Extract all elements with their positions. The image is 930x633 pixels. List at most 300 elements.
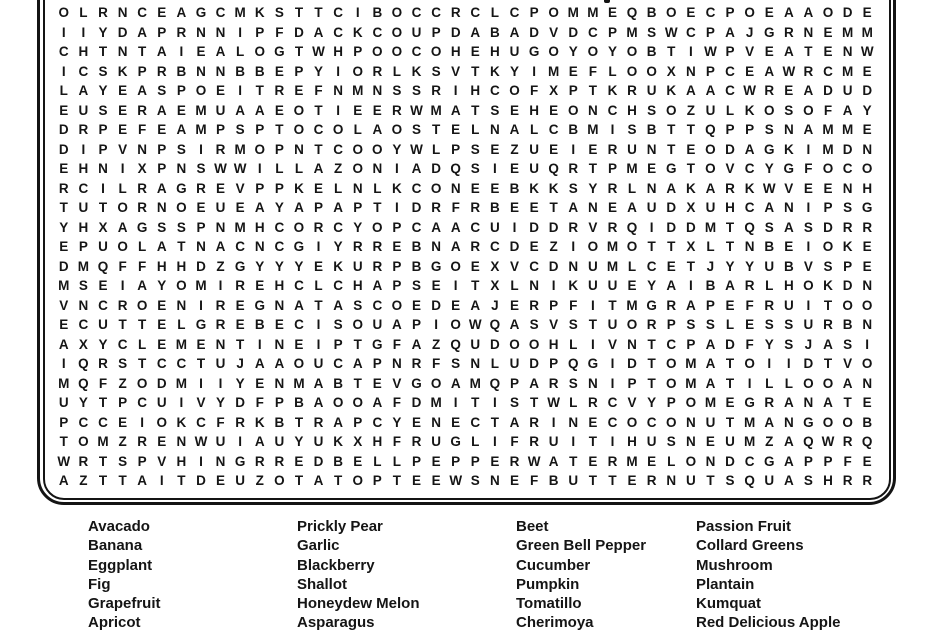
grid-letter: Q bbox=[489, 317, 501, 333]
grid-letter: P bbox=[157, 24, 167, 40]
grid-letter: R bbox=[744, 278, 755, 294]
grid-letter: L bbox=[138, 336, 147, 352]
grid-letter: U bbox=[78, 200, 89, 216]
grid-letter: S bbox=[470, 161, 480, 177]
grid-letter: F bbox=[275, 24, 284, 40]
grid-letter: M bbox=[469, 375, 481, 391]
grid-letter: A bbox=[352, 356, 363, 372]
grid-letter: B bbox=[783, 258, 794, 274]
grid-letter: V bbox=[157, 453, 167, 469]
grid-letter: K bbox=[607, 83, 618, 99]
grid-letter: E bbox=[411, 473, 421, 489]
grid-letter: R bbox=[78, 122, 89, 138]
grid-letter: A bbox=[627, 200, 637, 216]
grid-letter: G bbox=[372, 336, 383, 352]
grid-letter: T bbox=[647, 356, 656, 372]
grid-letter: Q bbox=[626, 5, 638, 20]
grid-letter: H bbox=[78, 219, 89, 235]
grid-letter: A bbox=[313, 395, 324, 411]
grid-letter: T bbox=[373, 200, 382, 216]
grid-letter: U bbox=[842, 83, 853, 99]
grid-letter: A bbox=[156, 180, 167, 196]
grid-letter: M bbox=[58, 375, 70, 391]
grid-letter: K bbox=[333, 434, 343, 450]
grid-letter: D bbox=[823, 83, 833, 99]
grid-letter: V bbox=[392, 375, 402, 391]
grid-letter: C bbox=[705, 5, 716, 20]
grid-letter: O bbox=[391, 5, 403, 20]
grid-letter: Y bbox=[78, 395, 88, 411]
grid-letter: Y bbox=[392, 141, 402, 157]
grid-letter: P bbox=[705, 24, 715, 40]
grid-letter: P bbox=[451, 453, 461, 469]
grid-letter: R bbox=[666, 297, 677, 313]
grid-letter: O bbox=[587, 44, 599, 60]
grid-letter: R bbox=[842, 219, 853, 235]
grid-letter: U bbox=[411, 24, 422, 40]
grid-letter: T bbox=[588, 83, 597, 99]
grid-letter: I bbox=[101, 180, 105, 196]
grid-letter: R bbox=[764, 395, 775, 411]
grid-letter: I bbox=[218, 278, 223, 294]
grid-letter: T bbox=[725, 375, 735, 391]
grid-letter: M bbox=[841, 63, 854, 79]
grid-letter: E bbox=[59, 161, 69, 177]
grid-letter: V bbox=[607, 336, 617, 352]
grid-letter: O bbox=[861, 356, 873, 372]
grid-letter: L bbox=[725, 102, 735, 118]
grid-letter: E bbox=[862, 122, 872, 138]
grid-letter: F bbox=[392, 336, 402, 352]
grid-letter: T bbox=[823, 356, 833, 372]
grid-letter: T bbox=[255, 83, 264, 99]
grid-letter: N bbox=[254, 239, 265, 255]
grid-letter: O bbox=[391, 122, 403, 138]
grid-letter: Z bbox=[118, 434, 127, 450]
grid-letter: V bbox=[451, 63, 461, 79]
grid-letter: N bbox=[117, 44, 128, 60]
grid-letter: T bbox=[608, 297, 617, 313]
grid-letter: X bbox=[686, 200, 696, 216]
grid-letter: A bbox=[313, 161, 324, 177]
grid-letter: E bbox=[196, 44, 206, 60]
grid-letter: Y bbox=[392, 414, 402, 430]
grid-letter: C bbox=[156, 356, 167, 372]
grid-letter: S bbox=[784, 102, 794, 118]
grid-letter: R bbox=[411, 356, 422, 372]
grid-letter: S bbox=[490, 102, 500, 118]
grid-letter: T bbox=[138, 317, 147, 333]
grid-letter: A bbox=[548, 453, 559, 469]
grid-letter: A bbox=[333, 200, 343, 216]
grid-letter: B bbox=[254, 63, 265, 79]
word-item: Green Bell Pepper bbox=[516, 537, 647, 555]
grid-letter: I bbox=[257, 336, 262, 352]
grid-letter: U bbox=[509, 44, 520, 60]
grid-letter: P bbox=[686, 336, 696, 352]
grid-letter: E bbox=[823, 44, 833, 60]
grid-letter: U bbox=[627, 141, 637, 157]
grid-letter: T bbox=[647, 375, 656, 391]
grid-letter: S bbox=[411, 122, 421, 138]
grid-letter: U bbox=[685, 473, 696, 489]
grid-letter: T bbox=[294, 414, 304, 430]
grid-letter: I bbox=[179, 44, 184, 60]
grid-letter: X bbox=[490, 278, 500, 294]
grid-letter: T bbox=[725, 239, 735, 255]
grid-letter: O bbox=[352, 141, 363, 157]
grid-letter: F bbox=[138, 122, 147, 138]
grid-letter: V bbox=[549, 317, 559, 333]
grid-letter: L bbox=[784, 375, 793, 391]
grid-letter: L bbox=[667, 453, 676, 469]
grid-letter: V bbox=[509, 258, 519, 274]
grid-letter: T bbox=[294, 44, 304, 60]
grid-letter: T bbox=[588, 161, 597, 177]
grid-letter: G bbox=[587, 356, 599, 372]
grid-letter: K bbox=[744, 180, 755, 196]
grid-letter: U bbox=[646, 83, 657, 99]
grid-letter: H bbox=[725, 200, 735, 216]
grid-letter: P bbox=[392, 278, 402, 294]
grid-letter: I bbox=[336, 63, 340, 79]
grid-letter: D bbox=[58, 141, 69, 157]
grid-letter: Q bbox=[744, 473, 755, 489]
grid-letter: C bbox=[744, 161, 755, 177]
grid-letter: T bbox=[569, 453, 578, 469]
grid-letter: A bbox=[411, 336, 422, 352]
grid-letter: P bbox=[157, 161, 167, 177]
grid-letter: J bbox=[491, 297, 499, 313]
grid-letter: N bbox=[294, 141, 304, 157]
grid-letter: O bbox=[78, 434, 89, 450]
grid-letter: O bbox=[705, 161, 716, 177]
grid-letter: T bbox=[706, 473, 715, 489]
grid-letter: O bbox=[352, 63, 363, 79]
grid-letter: N bbox=[431, 239, 441, 255]
grid-letter: U bbox=[509, 356, 520, 372]
grid-letter: C bbox=[333, 5, 343, 20]
grid-letter: Y bbox=[509, 63, 519, 79]
grid-letter: G bbox=[861, 200, 873, 216]
grid-letter: M bbox=[587, 5, 599, 20]
grid-letter: A bbox=[176, 122, 187, 138]
grid-letter: I bbox=[767, 356, 772, 372]
grid-letter: P bbox=[745, 122, 755, 138]
grid-letter: T bbox=[588, 434, 597, 450]
grid-letter: P bbox=[372, 356, 382, 372]
grid-letter: R bbox=[803, 63, 814, 79]
grid-letter: W bbox=[233, 161, 247, 177]
grid-letter: E bbox=[588, 141, 598, 157]
word-item: Apricot bbox=[88, 614, 141, 632]
grid-letter: O bbox=[372, 44, 383, 60]
grid-letter: R bbox=[627, 83, 637, 99]
grid-letter: P bbox=[274, 395, 284, 411]
grid-letter: P bbox=[255, 122, 265, 138]
grid-letter: A bbox=[783, 395, 794, 411]
grid-letter: R bbox=[529, 414, 539, 430]
grid-letter: E bbox=[274, 63, 284, 79]
grid-letter: B bbox=[176, 63, 187, 79]
grid-letter: U bbox=[78, 102, 89, 118]
grid-letter: O bbox=[136, 297, 148, 313]
grid-letter: A bbox=[509, 414, 520, 430]
grid-letter: L bbox=[569, 336, 578, 352]
grid-letter: F bbox=[529, 83, 539, 99]
grid-letter: Q bbox=[568, 356, 579, 372]
grid-letter: D bbox=[823, 219, 833, 235]
grid-letter: J bbox=[804, 336, 813, 352]
grid-letter: O bbox=[803, 102, 814, 118]
grid-letter: S bbox=[78, 278, 88, 294]
grid-letter: C bbox=[509, 5, 520, 20]
grid-letter: C bbox=[470, 219, 481, 235]
grid-letter: F bbox=[451, 200, 460, 216]
grid-letter: N bbox=[196, 239, 206, 255]
grid-letter: S bbox=[647, 102, 657, 118]
grid-letter: L bbox=[490, 356, 500, 372]
grid-letter: S bbox=[431, 63, 441, 79]
grid-letter: C bbox=[78, 317, 89, 333]
grid-letter: E bbox=[490, 453, 500, 469]
grid-letter: O bbox=[705, 141, 716, 157]
grid-letter: E bbox=[764, 44, 774, 60]
grid-letter: R bbox=[372, 63, 383, 79]
grid-letter: I bbox=[610, 122, 615, 138]
grid-letter: R bbox=[313, 414, 324, 430]
grid-letter: S bbox=[843, 200, 853, 216]
grid-letter: K bbox=[685, 180, 696, 196]
grid-letter: A bbox=[568, 200, 579, 216]
grid-letter: S bbox=[235, 122, 245, 138]
grid-letter: Z bbox=[79, 473, 88, 489]
grid-letter: P bbox=[725, 44, 735, 60]
grid-letter: R bbox=[509, 453, 520, 469]
grid-letter: E bbox=[235, 317, 245, 333]
grid-letter: E bbox=[314, 180, 324, 196]
grid-letter: W bbox=[312, 44, 325, 60]
grid-letter: E bbox=[216, 180, 226, 196]
grid-letter: E bbox=[294, 336, 304, 352]
grid-letter: S bbox=[803, 219, 813, 235]
grid-letter: A bbox=[372, 395, 383, 411]
grid-letter: I bbox=[199, 297, 203, 313]
grid-letter: E bbox=[157, 5, 167, 20]
word-item: Red Delicious Apple bbox=[696, 614, 841, 632]
grid-letter: P bbox=[823, 453, 833, 469]
grid-letter: C bbox=[98, 297, 108, 313]
grid-letter: I bbox=[81, 141, 86, 157]
grid-letter: F bbox=[392, 395, 402, 411]
grid-letter: C bbox=[842, 161, 853, 177]
grid-letter: F bbox=[569, 297, 578, 313]
grid-letter: N bbox=[568, 414, 579, 430]
grid-letter: L bbox=[79, 5, 88, 20]
grid-letter: O bbox=[450, 258, 461, 274]
grid-letter: I bbox=[551, 414, 556, 430]
grid-letter: I bbox=[590, 336, 595, 352]
grid-letter: M bbox=[195, 278, 207, 294]
grid-letter: B bbox=[646, 5, 657, 20]
grid-letter: A bbox=[58, 336, 69, 352]
grid-letter: S bbox=[333, 317, 343, 333]
grid-letter: T bbox=[686, 258, 695, 274]
grid-letter: O bbox=[332, 122, 344, 138]
grid-letter: C bbox=[725, 63, 735, 79]
grid-letter: Q bbox=[78, 356, 89, 372]
grid-letter: E bbox=[314, 258, 324, 274]
grid-letter: U bbox=[98, 317, 108, 333]
grid-letter: B bbox=[411, 258, 422, 274]
grid-letter: D bbox=[685, 219, 696, 235]
word-item: Avacado bbox=[88, 518, 150, 535]
grid-letter: I bbox=[238, 24, 243, 40]
grid-letter: I bbox=[453, 278, 458, 294]
grid-letter: A bbox=[294, 200, 304, 216]
word-item: Prickly Pear bbox=[297, 518, 383, 535]
grid-letter: C bbox=[823, 63, 833, 79]
grid-letter: E bbox=[529, 239, 539, 255]
grid-letter: T bbox=[353, 375, 362, 391]
grid-letter: E bbox=[118, 414, 128, 430]
grid-letter: C bbox=[137, 395, 148, 411]
grid-letter: N bbox=[587, 200, 598, 216]
grid-letter: A bbox=[842, 102, 853, 118]
grid-letter: S bbox=[784, 336, 794, 352]
grid-letter: H bbox=[254, 219, 265, 235]
grid-letter: L bbox=[294, 161, 304, 177]
grid-letter: T bbox=[667, 44, 676, 60]
grid-letter: S bbox=[568, 375, 578, 391]
grid-letter: A bbox=[725, 278, 735, 294]
grid-letter: I bbox=[120, 161, 125, 177]
grid-letter: E bbox=[216, 473, 226, 489]
grid-letter: C bbox=[529, 258, 539, 274]
grid-letter: A bbox=[137, 473, 148, 489]
grid-letter: M bbox=[606, 258, 619, 274]
grid-letter: E bbox=[157, 297, 167, 313]
grid-letter: T bbox=[431, 122, 441, 138]
grid-letter: O bbox=[626, 414, 638, 430]
grid-letter: H bbox=[450, 44, 461, 60]
grid-letter: T bbox=[686, 161, 695, 177]
grid-letter: P bbox=[470, 453, 480, 469]
grid-letter: V bbox=[235, 180, 245, 196]
grid-letter: O bbox=[626, 44, 638, 60]
grid-letter: A bbox=[313, 24, 324, 40]
grid-letter: E bbox=[274, 102, 284, 118]
grid-letter: W bbox=[527, 453, 541, 469]
grid-letter: A bbox=[705, 83, 716, 99]
grid-letter: I bbox=[590, 297, 595, 313]
grid-letter: L bbox=[373, 453, 382, 469]
grid-letter: L bbox=[392, 453, 402, 469]
grid-letter: C bbox=[490, 83, 500, 99]
grid-letter: E bbox=[216, 83, 226, 99]
grid-letter: P bbox=[137, 453, 147, 469]
grid-letter: N bbox=[176, 161, 187, 177]
grid-letter: L bbox=[236, 44, 245, 60]
grid-letter: L bbox=[334, 180, 343, 196]
grid-letter: A bbox=[333, 297, 343, 313]
grid-letter: O bbox=[665, 5, 677, 20]
grid-letter: E bbox=[627, 473, 637, 489]
grid-letter: Y bbox=[862, 102, 872, 118]
grid-letter: I bbox=[453, 83, 458, 99]
grid-letter: Y bbox=[333, 239, 343, 255]
grid-letter: R bbox=[137, 180, 148, 196]
grid-letter: C bbox=[58, 44, 69, 60]
grid-letter: C bbox=[646, 258, 657, 274]
grid-letter: U bbox=[646, 434, 657, 450]
grid-letter: B bbox=[333, 375, 343, 391]
grid-letter: V bbox=[745, 44, 755, 60]
grid-letter: D bbox=[862, 83, 873, 99]
grid-letter: A bbox=[372, 122, 383, 138]
grid-letter: M bbox=[548, 63, 560, 79]
grid-letter: N bbox=[862, 375, 873, 391]
grid-letter: A bbox=[509, 317, 520, 333]
grid-letter: D bbox=[313, 453, 324, 469]
grid-letter: O bbox=[58, 5, 70, 20]
grid-letter: W bbox=[782, 63, 796, 79]
word-item: Plantain bbox=[696, 575, 755, 593]
grid-letter: N bbox=[862, 278, 873, 294]
grid-letter: D bbox=[568, 24, 579, 40]
grid-letter: R bbox=[254, 453, 265, 469]
grid-letter: T bbox=[177, 473, 186, 489]
grid-letter: E bbox=[862, 63, 872, 79]
grid-letter: C bbox=[685, 24, 696, 40]
grid-letter: I bbox=[551, 278, 556, 294]
grid-letter: F bbox=[510, 434, 519, 450]
grid-letter: M bbox=[704, 395, 717, 411]
grid-letter: P bbox=[411, 317, 421, 333]
grid-letter: K bbox=[666, 83, 677, 99]
grid-letter: F bbox=[216, 414, 225, 430]
grid-letter: I bbox=[316, 317, 321, 333]
grid-letter: D bbox=[725, 453, 735, 469]
grid-letter: R bbox=[548, 375, 559, 391]
grid-letter: M bbox=[822, 122, 834, 138]
grid-letter: U bbox=[431, 434, 441, 450]
grid-letter: U bbox=[764, 473, 775, 489]
grid-letter: M bbox=[587, 122, 599, 138]
grid-letter: E bbox=[255, 375, 265, 391]
word-item: Mushroom bbox=[696, 556, 773, 574]
grid-letter: E bbox=[647, 161, 657, 177]
grid-letter: O bbox=[195, 83, 207, 99]
grid-letter: Z bbox=[255, 473, 264, 489]
grid-letter: U bbox=[313, 356, 324, 372]
grid-letter: B bbox=[568, 122, 579, 138]
grid-letter: K bbox=[333, 258, 343, 274]
grid-letter: P bbox=[823, 200, 833, 216]
grid-letter: U bbox=[156, 395, 167, 411]
grid-letter: Q bbox=[78, 375, 89, 391]
grid-letter: A bbox=[666, 180, 677, 196]
grid-letter: T bbox=[314, 141, 323, 157]
grid-letter: E bbox=[823, 24, 833, 40]
grid-letter: L bbox=[529, 122, 539, 138]
grid-letter: I bbox=[199, 453, 203, 469]
grid-letter: E bbox=[862, 395, 872, 411]
grid-letter: R bbox=[98, 356, 108, 372]
grid-letter: N bbox=[156, 200, 167, 216]
grid-letter: I bbox=[493, 395, 497, 411]
grid-letter: Z bbox=[765, 434, 774, 450]
